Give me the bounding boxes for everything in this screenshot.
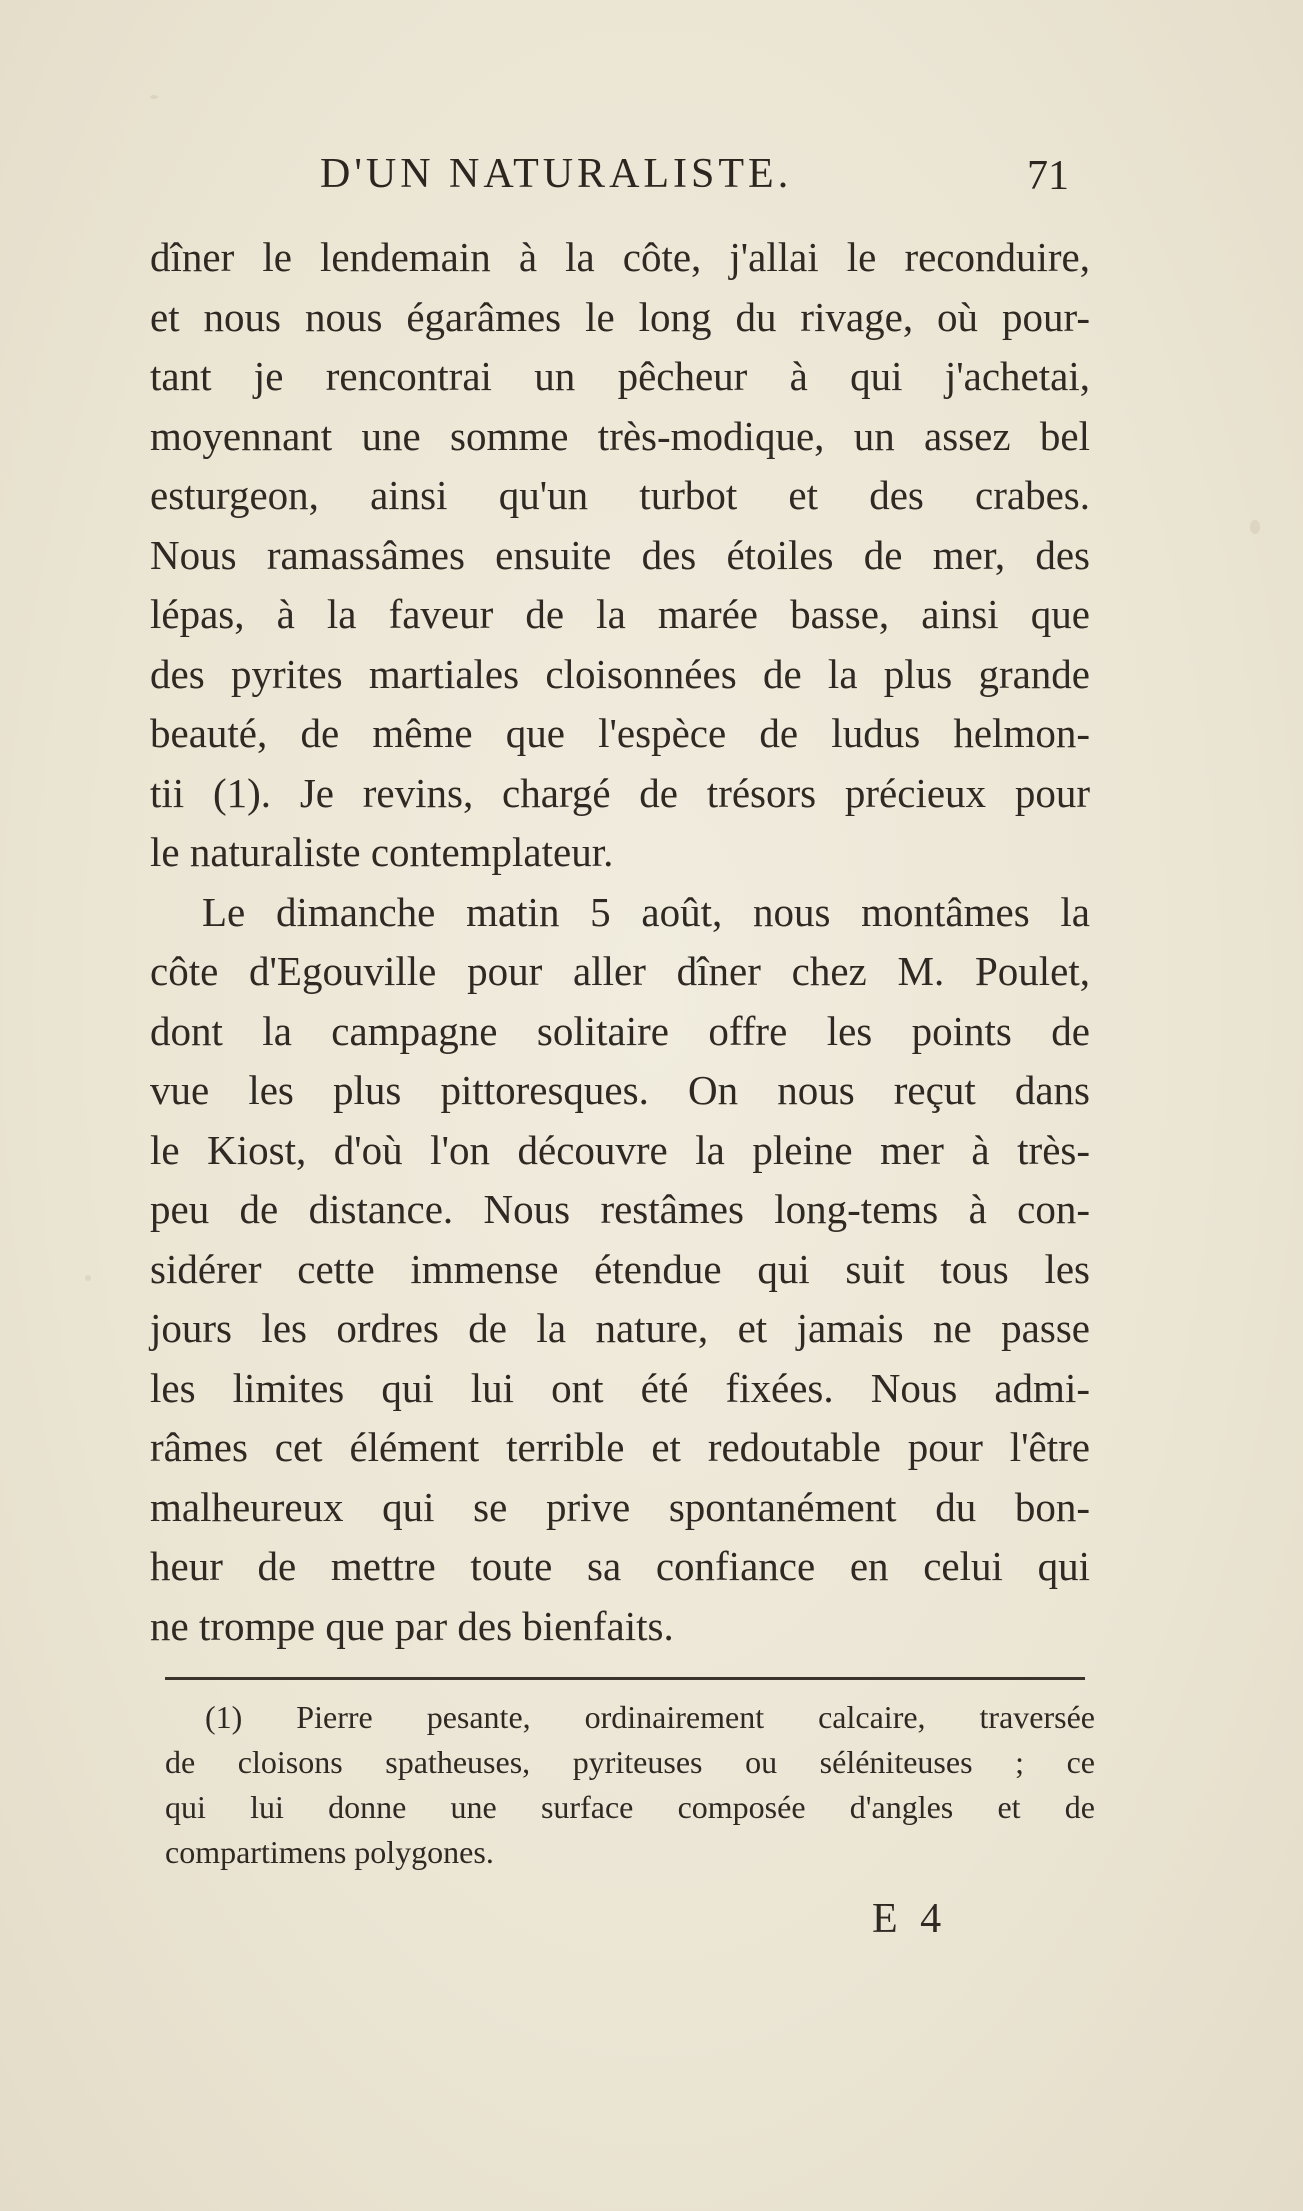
paper-speck	[150, 95, 158, 99]
paper-speck	[1250, 520, 1260, 534]
text-line: et nous nous égarâmes le long du rivage, où pour-	[150, 293, 1090, 340]
page-header	[320, 150, 1120, 210]
text-line: heur de mettre toute sa confiance en celui qui	[150, 1543, 1090, 1589]
text-line: lépas, à la faveur de la marée basse, ainsi que	[150, 591, 1090, 637]
text-line: râmes cet élément terrible et redoutable pour l'être	[150, 1424, 1090, 1470]
running-title: D'UN NATURALISTE.	[320, 151, 793, 197]
text-line: dont la campagne solitaire offre les points de	[150, 1007, 1090, 1054]
footnote-line: compartimens polygones.	[165, 1834, 494, 1870]
paragraph-first-line: Le dimanche matin 5 août, nous montâmes la	[202, 888, 1090, 935]
main-text	[150, 228, 1090, 1656]
text-line: côte d'Egouville pour aller dîner chez M. Poulet,	[150, 948, 1090, 994]
text-line: beauté, de même que l'espèce de ludus helmon-	[150, 710, 1090, 756]
text-line: tant je rencontrai un pêcheur à qui j'achetai,	[150, 353, 1090, 399]
footnote-line: de cloisons spatheuses, pyriteuses ou séléniteuses ; ce	[165, 1744, 1095, 1780]
text-line: ne trompe que par des bienfaits.	[150, 1602, 674, 1649]
page-number: 71	[1027, 153, 1069, 199]
paper-speck	[85, 1275, 91, 1281]
footnote-rule	[165, 1677, 1085, 1680]
text-line: peu de distance. Nous restâmes long-tems à con-	[150, 1186, 1090, 1232]
text-line: des pyrites martiales cloisonnées de la plus grande	[150, 650, 1090, 697]
text-line: le naturaliste contemplateur.	[150, 829, 614, 875]
text-line: Nous ramassâmes ensuite des étoiles de mer, des	[150, 531, 1090, 578]
signature-mark: E 4	[872, 1896, 948, 1942]
footnote-line: (1) Pierre pesante, ordinairement calcaire, traversée	[205, 1699, 1095, 1735]
text-line: tii (1). Je revins, chargé de trésors précieux pour	[150, 769, 1090, 816]
text-line: esturgeon, ainsi qu'un turbot et des crabes.	[150, 472, 1090, 518]
text-line: les limites qui lui ont été fixées. Nous admi-	[150, 1364, 1090, 1411]
text-line: moyennant une somme très-modique, un assez bel	[150, 412, 1090, 459]
text-line: le Kiost, d'où l'on découvre la pleine mer à très-	[150, 1126, 1090, 1173]
footnote-line: qui lui donne une surface composée d'angles et de	[165, 1789, 1095, 1825]
text-line: sidérer cette immense étendue qui suit tous les	[150, 1245, 1090, 1292]
footnote	[165, 1695, 1095, 1875]
text-line: malheureux qui se prive spontanément du bon-	[150, 1483, 1090, 1530]
text-line: dîner le lendemain à la côte, j'allai le reconduire,	[150, 234, 1090, 280]
text-line: jours les ordres de la nature, et jamais ne passe	[150, 1305, 1090, 1351]
text-line: vue les plus pittoresques. On nous reçut dans	[150, 1067, 1090, 1113]
